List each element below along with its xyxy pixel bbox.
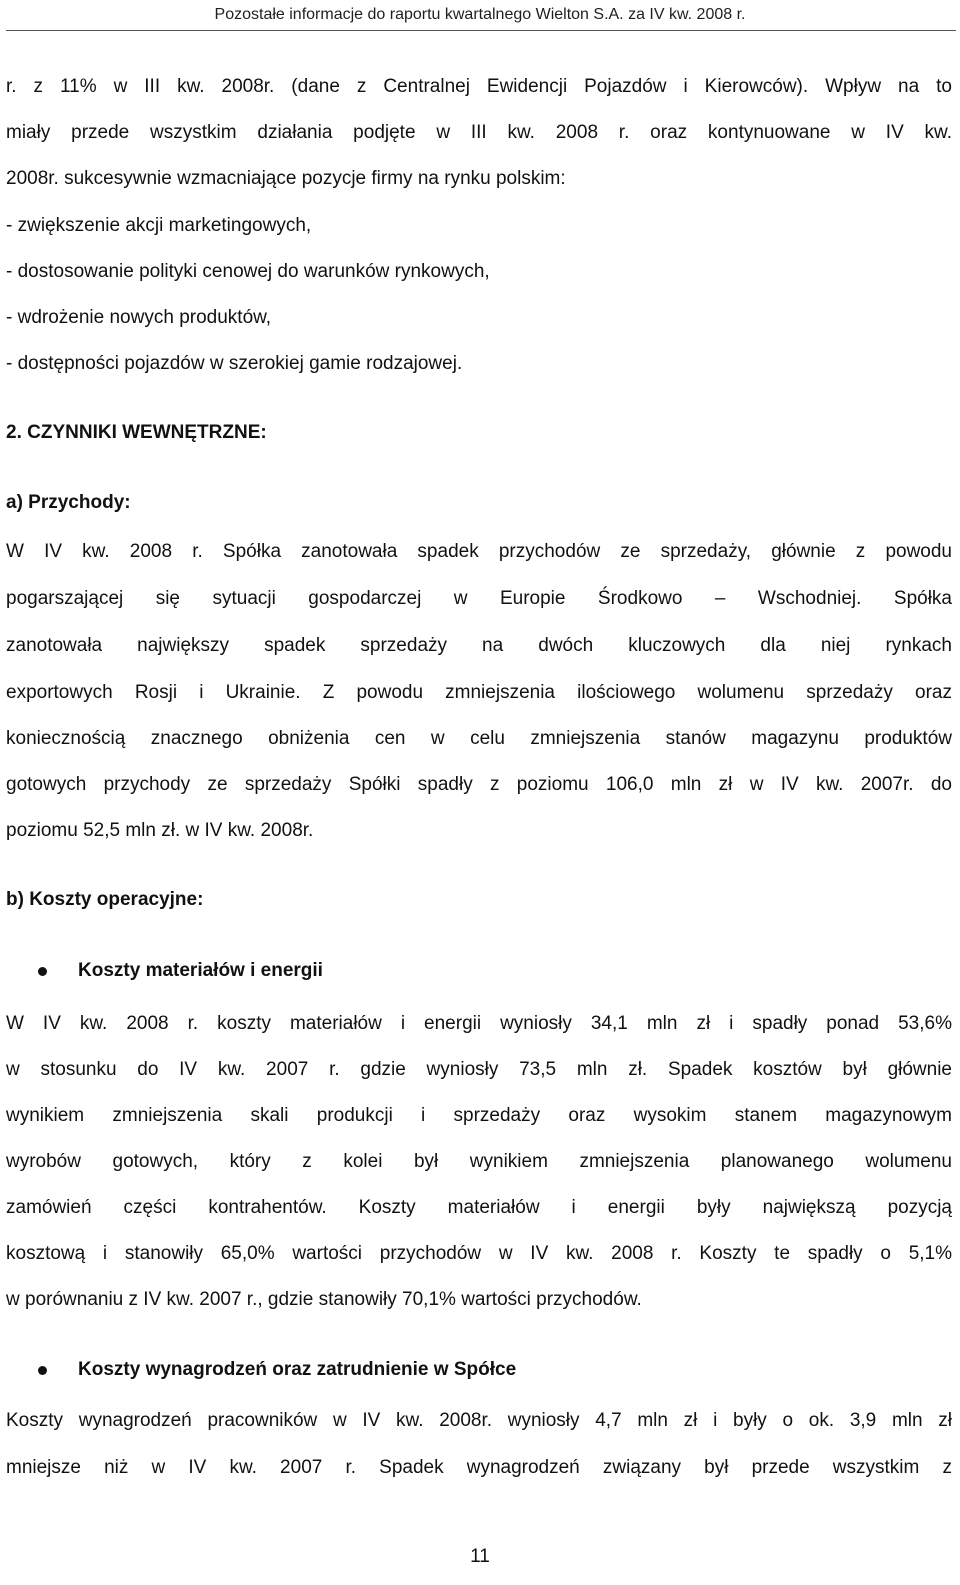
- intro-list-item: - dostępności pojazdów w szerokiej gamie rodzajowej.: [6, 353, 463, 374]
- bullet-heading: Koszty materiałów i energii: [78, 960, 323, 981]
- section-heading: 2. CZYNNIKI WEWNĘTRZNE:: [6, 422, 267, 443]
- materials-line: wynikiem zmniejszenia skali produkcji i sprzedaży oraz wysokim stanem magazynowym: [6, 1105, 952, 1126]
- bullet-icon: [38, 1366, 47, 1375]
- intro-list-item: - zwiększenie akcji marketingowych,: [6, 215, 312, 236]
- wages-line: mniejsze niż w IV kw. 2007 r. Spadek wynagrodzeń związany był przede wszystkim z: [6, 1457, 952, 1478]
- revenue-line: poziomu 52,5 mln zł. w IV kw. 2008r.: [6, 820, 314, 841]
- revenue-line: zanotowała największy spadek sprzedaży na dwóch kluczowych dla niej rynkach: [6, 635, 952, 656]
- intro-line-1: r. z 11% w III kw. 2008r. (dane z Centralnej Ewidencji Pojazdów i Kierowców). Wpływ na to: [6, 76, 952, 97]
- intro-list-item: - wdrożenie nowych produktów,: [6, 307, 272, 328]
- page-number: 11: [470, 1546, 490, 1567]
- materials-line: W IV kw. 2008 r. koszty materiałów i energii wyniosły 34,1 mln zł i spadły ponad 53,6%: [6, 1013, 952, 1034]
- revenue-line: W IV kw. 2008 r. Spółka zanotowała spadek przychodów ze sprzedaży, głównie z powodu: [6, 541, 952, 562]
- intro-line-2: miały przede wszystkim działania podjęte w III kw. 2008 r. oraz kontynuowane w IV kw.: [6, 122, 952, 143]
- wages-line: Koszty wynagrodzeń pracowników w IV kw. 2008r. wyniosły 4,7 mln zł i były o ok. 3,9 mln zł: [6, 1410, 952, 1431]
- materials-line: w porównaniu z IV kw. 2007 r., gdzie stanowiły 70,1% wartości przychodów.: [6, 1289, 642, 1310]
- subsection-heading-revenue: a) Przychody:: [6, 492, 131, 513]
- revenue-line: gotowych przychody ze sprzedaży Spółki spadły z poziomu 106,0 mln zł w IV kw. 2007r. do: [6, 774, 952, 795]
- revenue-line: exportowych Rosji i Ukrainie. Z powodu zmniejszenia ilościowego wolumenu sprzedaży oraz: [6, 682, 952, 703]
- subsection-heading-costs: b) Koszty operacyjne:: [6, 889, 204, 910]
- materials-line: zamówień części kontrahentów. Koszty materiałów i energii były największą pozycją: [6, 1197, 952, 1218]
- intro-list-item: - dostosowanie polityki cenowej do warunków rynkowych,: [6, 261, 490, 282]
- revenue-line: koniecznością znacznego obniżenia cen w celu zmniejszenia stanów magazynu produktów: [6, 728, 952, 749]
- running-header: Pozostałe informacje do raportu kwartalnego Wielton S.A. za IV kw. 2008 r.: [214, 6, 746, 23]
- materials-line: w stosunku do IV kw. 2007 r. gdzie wyniosły 73,5 mln zł. Spadek kosztów był głównie: [6, 1059, 952, 1080]
- bullet-icon: [38, 967, 47, 976]
- materials-line: wyrobów gotowych, który z kolei był wynikiem zmniejszenia planowanego wolumenu: [6, 1151, 952, 1172]
- intro-line-3: 2008r. sukcesywnie wzmacniające pozycje firmy na rynku polskim:: [6, 168, 566, 189]
- materials-line: kosztową i stanowiły 65,0% wartości przychodów w IV kw. 2008 r. Koszty te spadły o 5,1%: [6, 1243, 952, 1264]
- header-divider: [6, 30, 956, 31]
- bullet-heading: Koszty wynagrodzeń oraz zatrudnienie w Spółce: [78, 1359, 517, 1380]
- revenue-line: pogarszającej się sytuacji gospodarczej w Europie Środkowo – Wschodniej. Spółka: [6, 588, 952, 609]
